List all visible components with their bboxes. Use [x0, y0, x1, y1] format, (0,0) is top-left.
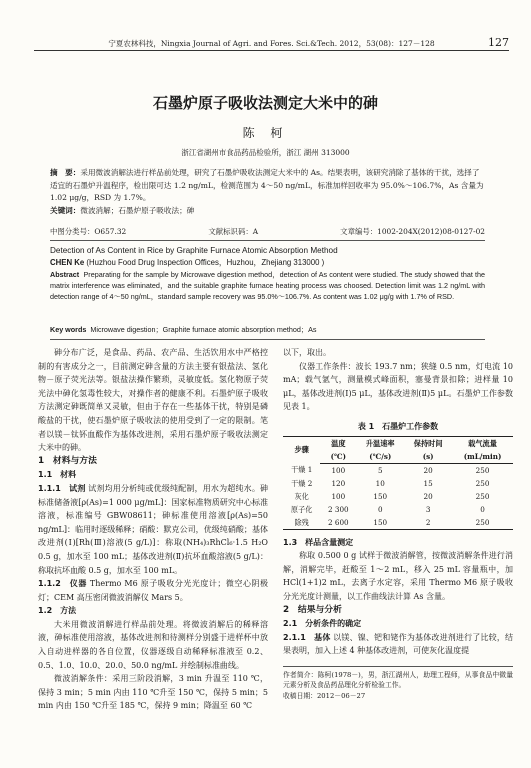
- table-cell: 5: [377, 465, 383, 475]
- chinese-abstract: [50, 167, 485, 217]
- subsubsection-heading: 2.1.1 基体: [283, 632, 331, 642]
- paragraph-text: 试剂均用分析纯或优级纯配制，用水为超纯水。砷标准储备液[ρ(As)=1 000 μg/mL]：国家标准物质研究中心标准溶液，标准编号 GBW08611；砷标准使用溶液[ρ(As)=50 ng/mL]：临用时逐级稀释；硝酸：默克公司，优级纯硝酸；基体改进剂(Ⅰ)[Rh(Ⅲ)溶液(5 g/L)]：称取(NH₄)₃RhCl₆·1.5 H₂O 0.5 g，加水至 100 mL；基体改进剂(Ⅱ)抗坏血酸溶液(5 g/L)：称取抗坏血酸 0.5 g，加水至 100 mL。: [38, 483, 269, 575]
- table-row: [283, 516, 513, 530]
- section-heading: 2 结果与分析: [283, 604, 342, 615]
- received-date: 收稿日期：2012－06－27: [283, 691, 366, 700]
- divider: [50, 240, 485, 241]
- table-cell: 250: [475, 491, 490, 501]
- table-header-unit: (s): [404, 450, 452, 464]
- english-keywords-label: Key words: [50, 325, 87, 334]
- table-cell: 2 600: [320, 516, 356, 530]
- subsubsection-heading: 1.1.1 试剂: [38, 483, 86, 493]
- author-affiliation: 浙江省湖州市食品药品检验所，浙江 湖州 313000: [181, 148, 350, 157]
- table-cell: 灰化: [294, 491, 309, 501]
- classification-line: [50, 226, 485, 237]
- abstract-label: 摘 要：: [50, 168, 81, 177]
- table-cell: 干燥 1: [291, 465, 313, 475]
- table-header-row: [283, 436, 513, 450]
- article-number: 文章编号：1002-204X(2012)08-0127-02: [340, 227, 485, 236]
- paragraph: [283, 631, 513, 658]
- paragraph: 以下，取出。: [283, 348, 331, 357]
- table-cell: 120: [331, 478, 346, 488]
- english-abstract-label: Abstract: [50, 270, 80, 279]
- english-author-name: CHEN Ke: [50, 258, 85, 267]
- table-header-cell: 保持时间: [404, 436, 452, 450]
- paragraph-text: 以镁、镍、钯和铑作为基体改进剂进行了比较，结果表明，加入上述 4 种基体改进剂，可使灰化温度提: [283, 632, 514, 656]
- table-cell: 0: [377, 504, 383, 514]
- table-cell: 除残: [283, 516, 320, 530]
- subsubsection-heading: 1.1.2 仪器: [38, 579, 87, 589]
- table-header-cell: 载气流量: [452, 436, 513, 450]
- table-cell: 100: [331, 465, 346, 475]
- table-cell: 3: [425, 504, 431, 514]
- page-number: 127: [488, 36, 509, 49]
- paragraph: [38, 577, 268, 604]
- english-keywords-text: Microwave digestion；Graphite furnace atomic absorption method；As: [90, 325, 317, 334]
- table-header-unit: (℃): [320, 450, 356, 464]
- subsection-heading: 1.1 材料: [38, 470, 77, 480]
- english-abstract-text: Preparating for the sample by Microwave digestion method，detection of As content were studied. The study showed that the matrix interference was eliminated，and the suitable graphite furnace heating process was choosed. Detection limit was 1.2 ng/mL with detection range of 4～50 ng/mL，standard sample recovery was 95.0%～106.7%. As content was 1.02 μg/g with 1.7% of RSD.: [50, 270, 485, 302]
- abstract-text: 采用微波消解法进行样品前处理，研究了石墨炉吸收法测定大米中的 As。结果表明，该研究消除了基体的干扰，选择了适宜的石墨炉升温程序，检出限可达 1.2 ng/mL，检测范围为 4～50 ng/mL，标准加样回收率为 95.0%～106.7%，As 含量为 1.02 μg/g，RSD 为 1.7%。: [50, 168, 484, 202]
- table-header-unit: (mL/min): [452, 450, 513, 464]
- keywords-text: 微波消解；石墨炉原子吸收法；砷: [80, 205, 195, 215]
- table-cell: 2 300: [328, 504, 349, 514]
- footnote: [283, 666, 513, 702]
- english-abstract: [50, 269, 485, 303]
- paragraph: 大米用微波消解进行样品前处理。将微波消解后的稀释溶液，砷标准使用溶液，基体改进剂和待测样分别盛于进样杯中放入自动进样器的各自位置，仪器逐级自动稀释标准液至 0.2、0.5、1.0、10.0、20.0、50.0 ng/mL 并绘制标准曲线。: [38, 619, 268, 670]
- author-bio: 作者简介：陈柯(1978－)，男，浙江湖州人，助理工程师，从事食品中微量元素分析及食品药品理化分析检验工作。: [283, 670, 513, 690]
- english-author: [50, 257, 485, 268]
- table-cell: 干燥 2: [291, 478, 313, 488]
- intro-paragraph: 砷分布广泛，是食品、药品、农产品、生活饮用水中严格控制的有害成分之一，目前测定砷含量的方法主要有银盐法、氢化物－原子荧光法等。银盐法操作繁琐，灵敏度低。氢化物原子荧光法中砷化氢毒性较大，对操作者的健康不利。石墨炉原子吸收方法测定砷既简单又灵敏，但由于存在一些基体干扰，特别是磷酸盐的干扰，使石墨炉原子吸收法的使用受到了一定的限制。笔者以镁－钛钚血酸作为基体改进剂，采用石墨炉原子吸收法测定大米中的砷。: [38, 348, 268, 453]
- paper-title: 石墨炉原子吸收法测定大米中的砷: [152, 94, 378, 112]
- table-cell: 100: [331, 491, 346, 501]
- table-cell: 250: [475, 465, 490, 475]
- divider: [50, 339, 485, 340]
- paragraph: 微波消解条件：采用三阶段消解，3 min 升温至 110 ℃，保持 3 min；5 min 内由 110 ℃升至 150 ℃，保持 5 min；5 min 内由 150 ℃升至 185 ℃，保持 9 min；降温至 60 ℃: [38, 674, 268, 711]
- table-row: [283, 463, 513, 477]
- table-header-cell: 步骤: [283, 436, 320, 463]
- table-cell: 250: [452, 516, 513, 530]
- parameters-table: [283, 436, 513, 530]
- table-row: [283, 477, 513, 490]
- journal-citation: 宁夏农林科技，Ningxia Journal of Agri. and Fores. Sci.&Tech. 2012，53(08)：127－128: [108, 39, 435, 48]
- table-cell: 2: [404, 516, 452, 530]
- table-row: [283, 490, 513, 503]
- running-header: [34, 36, 509, 51]
- paragraph: [38, 482, 268, 577]
- table-cell: 10: [375, 478, 385, 488]
- table-caption: 表 1 石墨炉工作参数: [357, 421, 439, 431]
- table-cell: 250: [475, 478, 490, 488]
- document-code: 文献标识码：A: [208, 227, 259, 236]
- section-heading: 1 材料与方法: [38, 455, 97, 466]
- english-keywords: [50, 325, 485, 335]
- paragraph-text: Thermo M6 原子吸收分光光度计；微空心阴极灯；CEM 高压密闭微波消解仪 Mars 5。: [38, 579, 268, 602]
- table-cell: 150: [373, 491, 388, 501]
- table-cell: 原子化: [290, 504, 313, 514]
- english-author-affiliation: (Huzhou Food Drug Inspection Offices，Huzhou，Zhejiang 313000 ): [84, 258, 325, 267]
- right-column: [283, 346, 513, 701]
- table-header-unit: (℃/s): [356, 450, 404, 464]
- table-cell: 20: [423, 465, 433, 475]
- english-title: Detection of As Content in Rice by Graphite Furnace Atomic Absorption Method: [50, 246, 338, 255]
- subsection-heading: 1.2 方法: [38, 606, 77, 616]
- paragraph: 仪器工作条件：波长 193.7 nm；狭缝 0.5 nm，灯电流 10 mA；载气氩气，测量模式峰面积，塞曼背景扣除；进样量 10 μL，基体改进剂(Ⅰ)5 μL，基体改进剂(Ⅱ)5 μL。石墨炉工作参数见表 1。: [283, 361, 513, 412]
- left-column: [38, 346, 268, 713]
- table-cell: 15: [423, 478, 433, 488]
- table-cell: 20: [423, 491, 433, 501]
- table-cell: 0: [480, 504, 485, 514]
- table-header-cell: 升温速率: [356, 436, 404, 450]
- subsection-heading: 2.1 分析条件的确定: [283, 619, 362, 629]
- clc-number: 中图分类号：O657.32: [50, 227, 127, 236]
- keywords-label: 关键词：: [50, 205, 81, 215]
- table-header-cell: 温度: [320, 436, 356, 450]
- table-row: [283, 503, 513, 516]
- paragraph: 称取 0.500 0 g 试样于微波消解管，按微波消解条件进行消解，消解完毕，赶酸至 1～2 mL，移入 25 mL 容量瓶中，加 HCl(1+1)2 mL，去离子水定容，采用 Thermo M6 原子吸收分光光度计测量，以工作曲线法计算 As 含量。: [283, 551, 513, 601]
- table-cell: 150: [356, 516, 404, 530]
- subsection-heading: 1.3 样品含量测定: [283, 537, 354, 547]
- author-name: 陈 柯: [242, 126, 289, 140]
